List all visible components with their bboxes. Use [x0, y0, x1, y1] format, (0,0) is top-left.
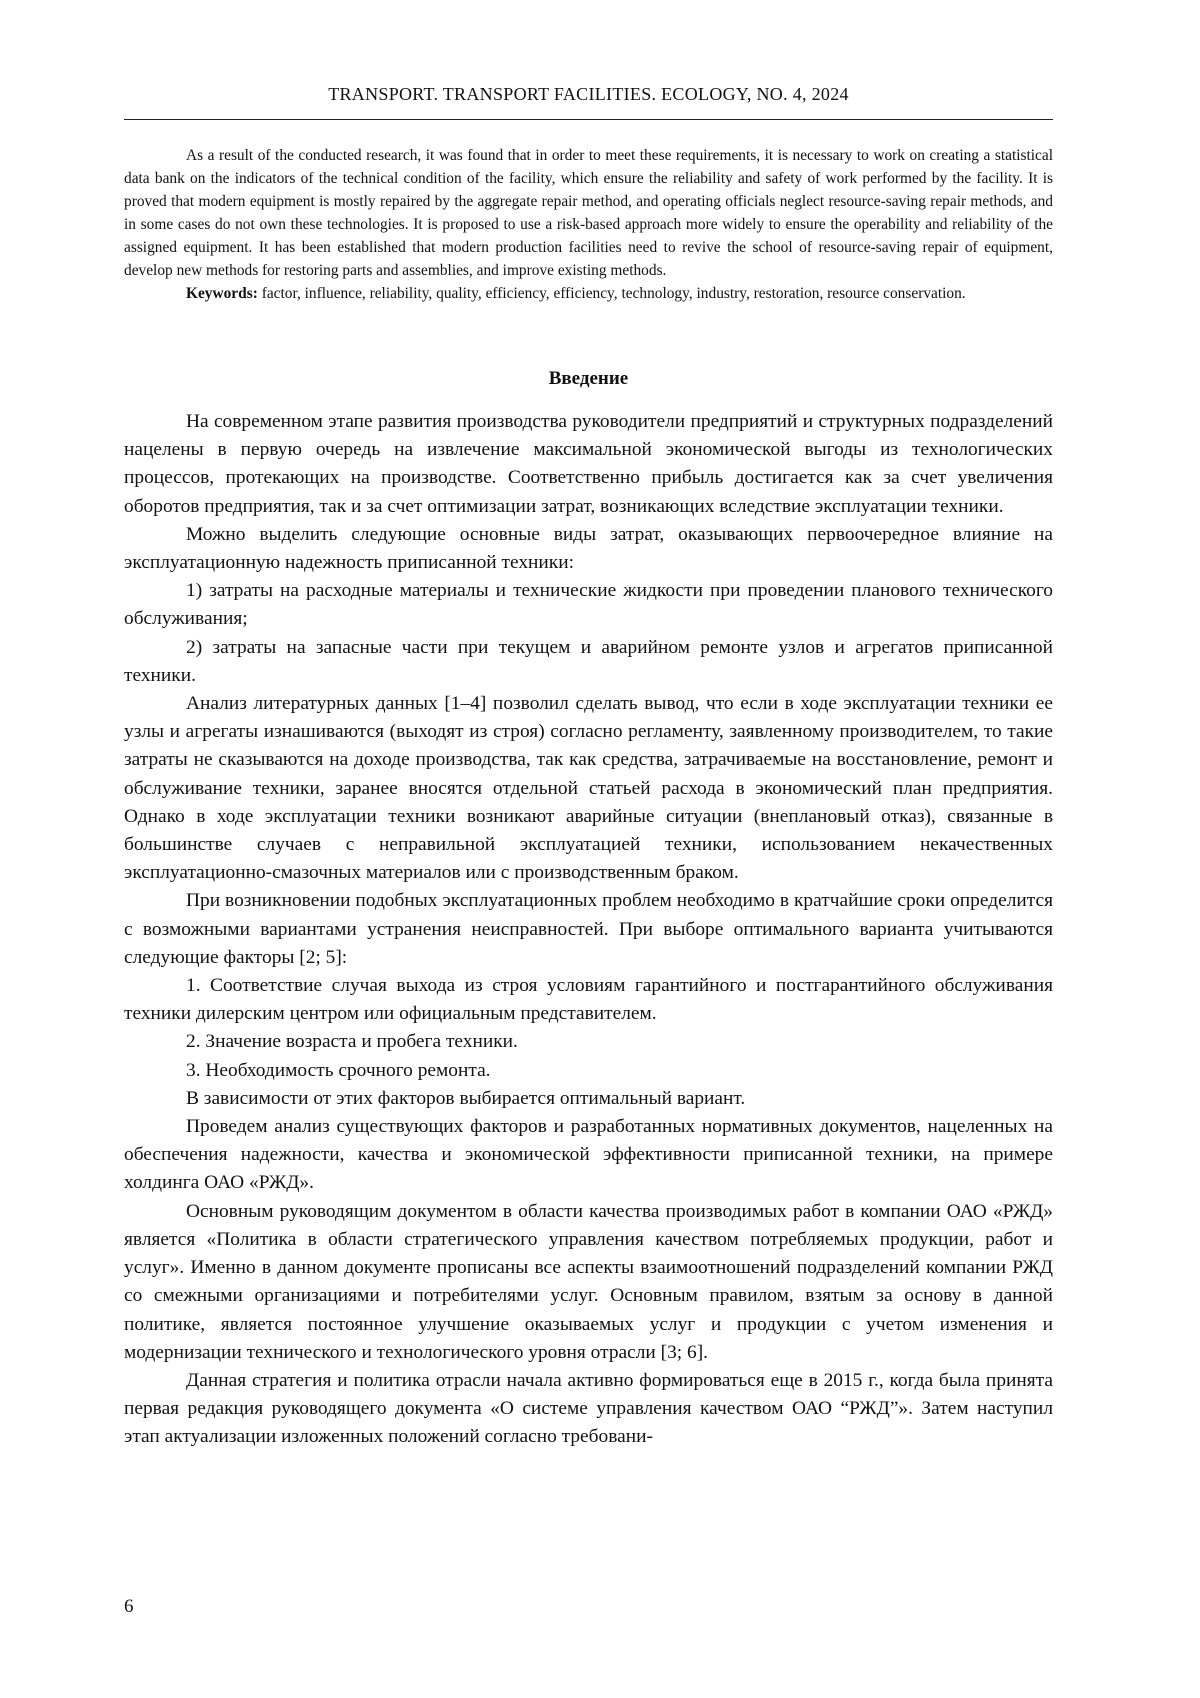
section-heading: Введение [548, 368, 629, 389]
list-item: 2. Значение возраста и пробега техники. [186, 1031, 518, 1053]
list-item: 1. Соответствие случая выхода из строя условиям гарантийного и постгарантийного обслуживания техники дилерским центром или официальным представителем. [124, 975, 1053, 1025]
paragraph: Проведем анализ существующих факторов и разработанных нормативных документов, нацеленных на обеспечения надежности, качества и экономической эффективности приписанной техники, на примере холдинга ОАО «РЖД». [124, 1116, 1053, 1194]
list-item: 3. Необходимость срочного ремонта. [186, 1059, 491, 1081]
paragraph: Данная стратегия и политика отрасли начала активно формироваться еще в 2015 г., когда была принята первая редакция руководящего документа «О системе управления качеством ОАО “РЖД”». Затем наступил этап актуализации изложенных положений согласно требовани- [124, 1369, 1053, 1448]
page-number: 6 [124, 1596, 134, 1617]
paragraph: Основным руководящим документом в области качества производимых работ в компании ОАО «РЖД» является «Политика в области стратегического управления качеством потребляемых продукции, работ и услуг». Именно в данном документе прописаны все аспекты взаимоотношений подразделений компании РЖД со смежными организациями и потребителями услуг. Основным правилом, взятым за основу в данной политике, является постоянное улучшение оказываемых услуг и продукции с учетом изменения и модернизации технического и технологического уровня отрасли [3; 6]. [124, 1200, 1053, 1363]
paragraph: В зависимости от этих факторов выбирается оптимальный вариант. [186, 1087, 746, 1109]
keywords-label: Keywords: [186, 285, 258, 302]
paragraph: При возникновении подобных эксплуатационных проблем необходимо в кратчайшие сроки определится с возможными вариантами устранения неисправностей. При выборе оптимального варианта учитываются следующие факторы [2; 5]: [124, 890, 1053, 968]
header-divider [124, 119, 1053, 120]
running-header: TRANSPORT. TRANSPORT FACILITIES. ECOLOGY, NO. 4, 2024 [328, 84, 849, 104]
keywords-list: factor, influence, reliability, quality, efficiency, efficiency, technology, industry, restoration, resource conservation. [261, 285, 966, 302]
paragraph: Анализ литературных данных [1–4] позволил сделать вывод, что если в ходе эксплуатации техники ее узлы и агрегаты изнашиваются (выходят из строя) согласно регламенту, заявленному производителем, то такие затраты не сказываются на доходе производства, так как средства, затрачиваемые на восстановление, ремонт и обслуживание техники, заранее вносятся отдельной статьей расхода в экономический план предприятия. Однако в ходе эксплуатации техники возникают аварийные ситуации (внеплановый отказ), связанные в большинстве случаев с неправильной эксплуатацией техники, использованием некачественных эксплуатационно-смазочных материалов или с производственным браком. [124, 693, 1053, 884]
abstract-text: As a result of the conducted research, it was found that in order to meet these requirements, it is necessary to work on creating a statistical data bank on the indicators of the technical condition of the facility, which ensure the reliability and safety of work performed by the facility. It is proved that modern equipment is mostly repaired by the aggregate repair method, and operating officials neglect resource-saving repair methods, and in some cases do not own these technologies. It is proposed to use a risk-based approach more widely to ensure the operability and reliability of the assigned equipment. It has been established that modern production facilities need to revive the school of resource-saving repair of equipment, develop new methods for restoring parts and assemblies, and improve existing methods. [124, 147, 1053, 279]
body-text [124, 408, 1053, 1452]
paragraph: Можно выделить следующие основные виды затрат, оказывающих первоочередное влияние на эксплуатационную надежность приписанной техники: [124, 523, 1053, 574]
list-item: 1) затраты на расходные материалы и технические жидкости при проведении планового технического обслуживания; [124, 580, 1053, 630]
abstract [124, 144, 1053, 305]
keywords [124, 282, 1053, 305]
paragraph: На современном этапе развития производства руководители предприятий и структурных подразделений нацелены в первую очередь на извлечение максимальной экономической выгоды из технологических процессов, протекающих на производстве. Соответственно прибыль достигается как за счет увеличения оборотов предприятия, так и за счет оптимизации затрат, возникающих вследствие эксплуатации техники. [124, 411, 1053, 517]
list-item: 2) затраты на запасные части при текущем и аварийном ремонте узлов и агрегатов приписанной техники. [124, 636, 1053, 686]
